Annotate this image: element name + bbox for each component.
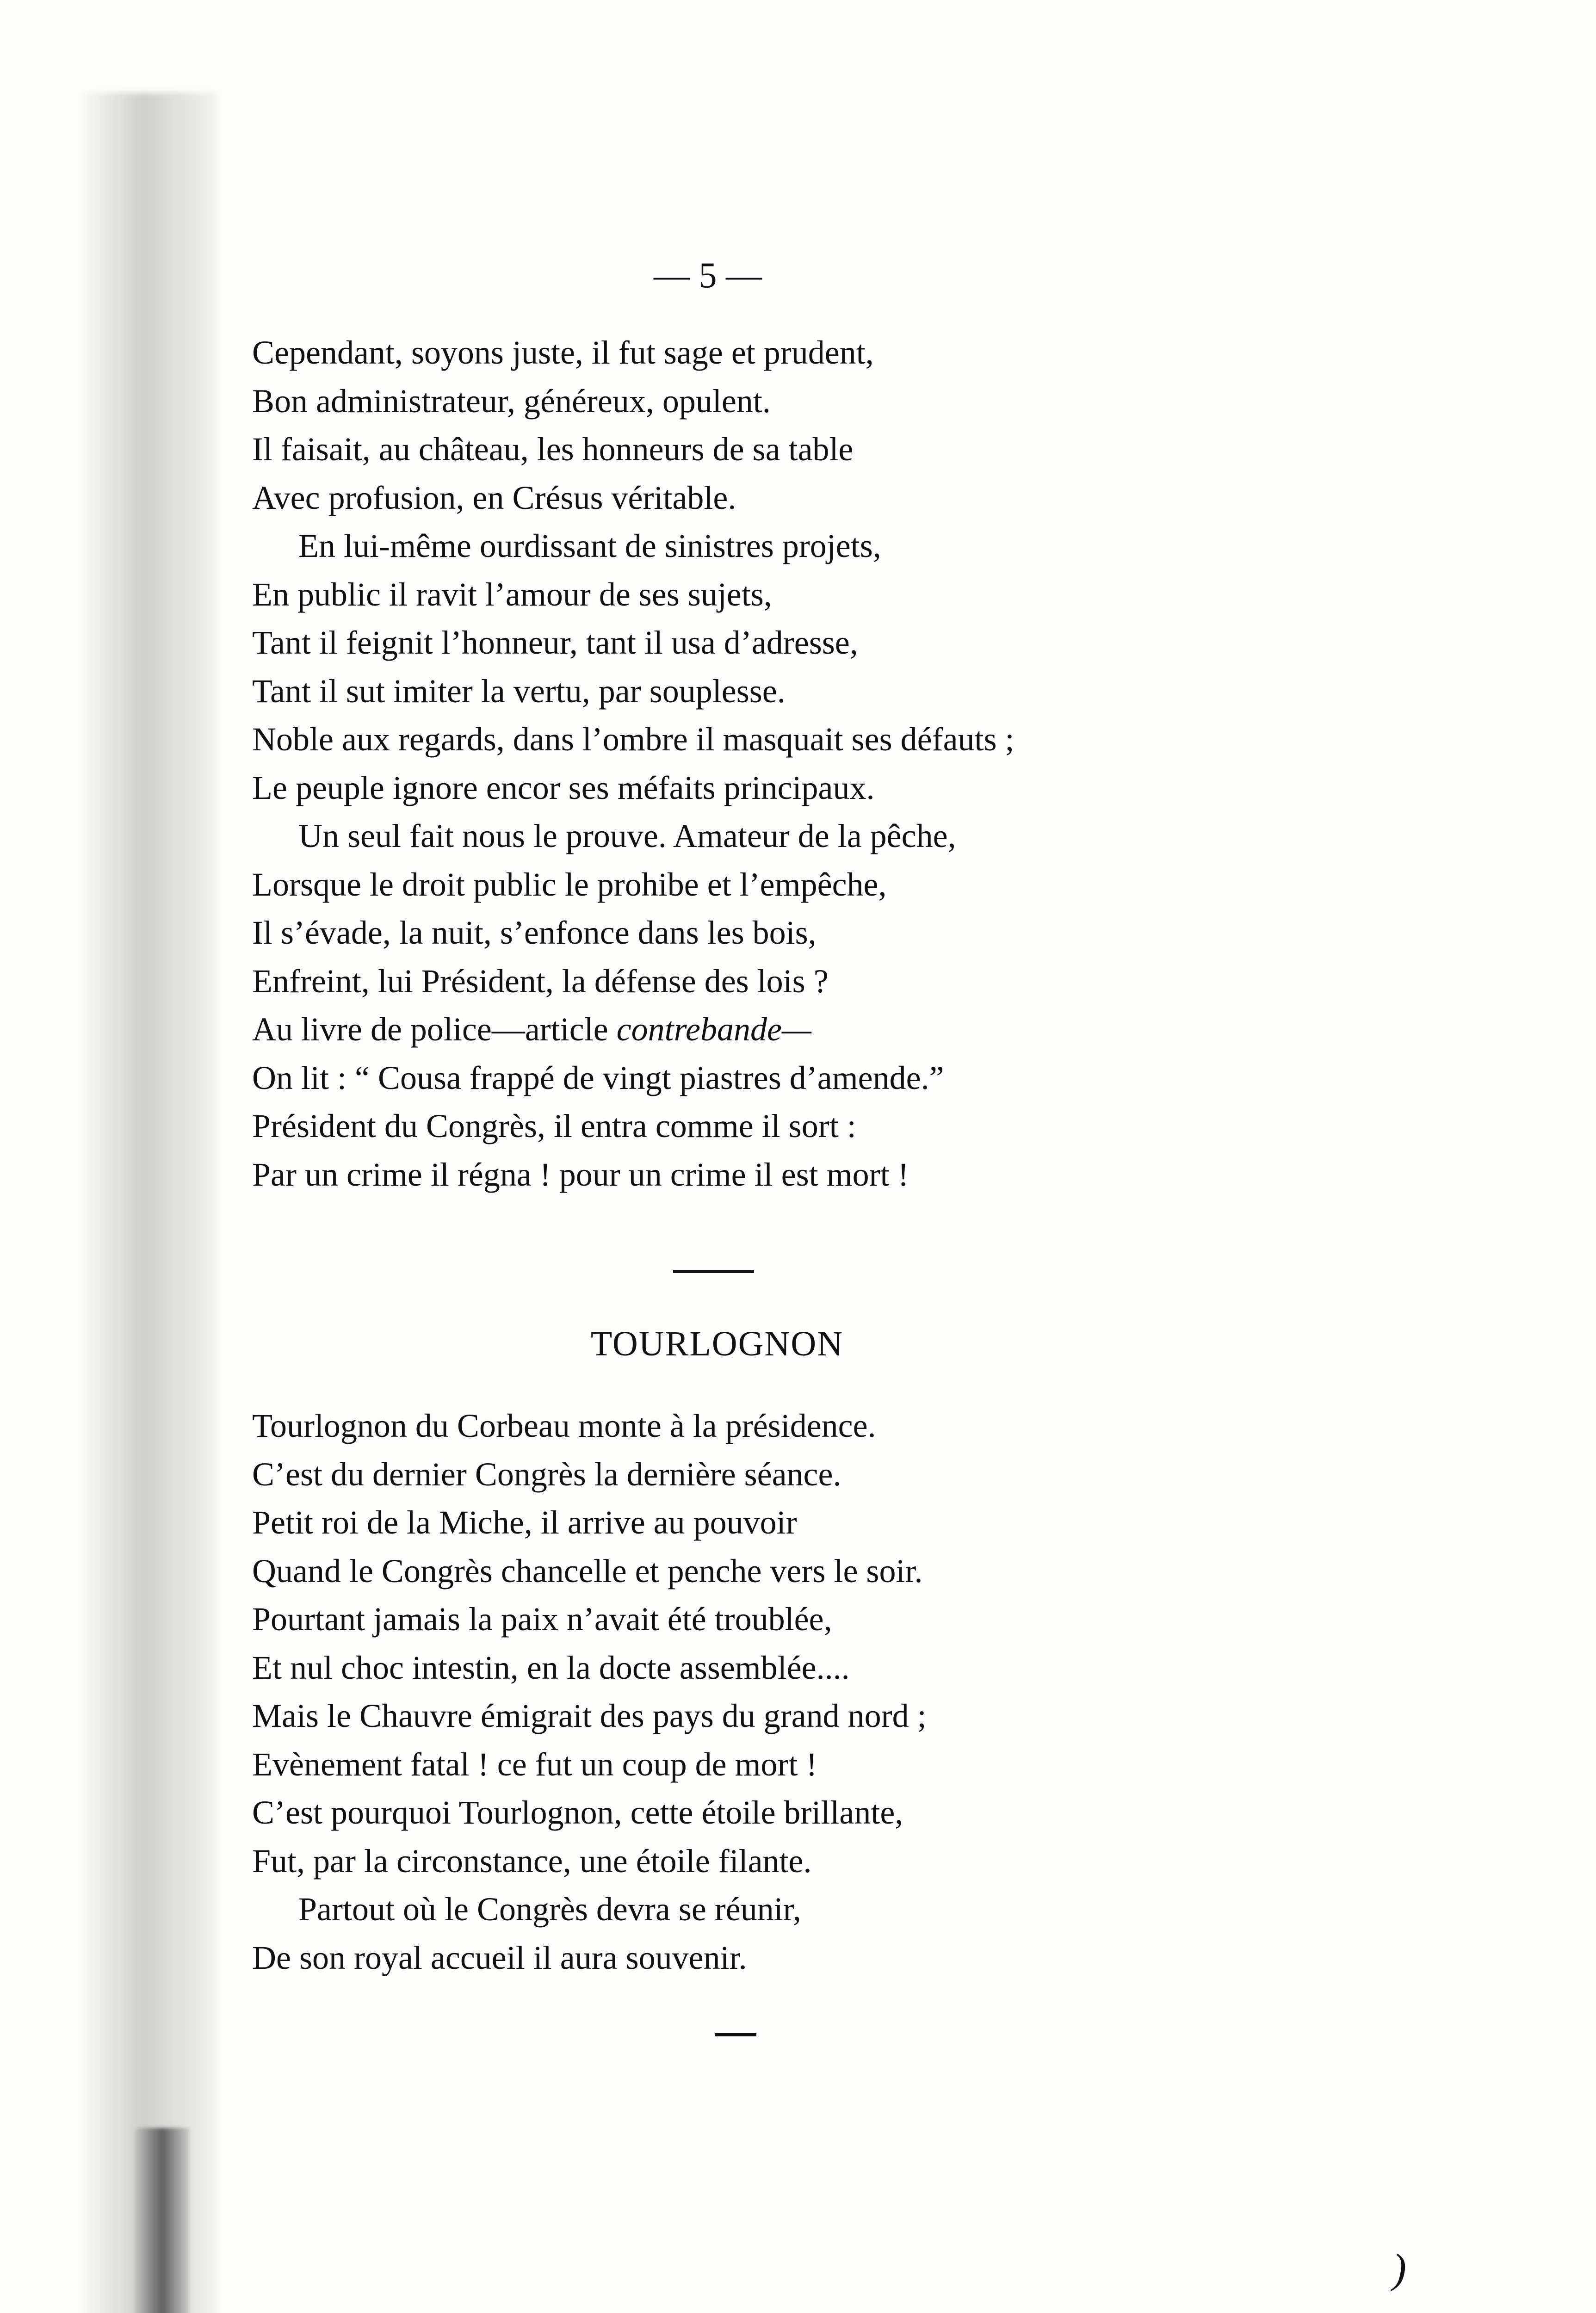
verse-segment: Au livre de police—article [252, 1011, 608, 1048]
verse-line: Bon administrateur, généreux, opulent. [252, 382, 771, 420]
verse-line: Un seul fait nous le prouve. Amateur de la pêche, [298, 817, 956, 854]
section-divider [673, 1270, 754, 1273]
verse-line: Quand le Congrès chancelle et penche vers le soir. [252, 1552, 923, 1589]
verse-line: Noble aux regards, dans l’ombre il masquait ses défauts ; [252, 721, 1015, 758]
verse-line: Cependant, soyons juste, il fut sage et prudent, [252, 334, 874, 371]
verse-line: Enfreint, lui Président, la défense des lois ? [252, 962, 829, 1000]
verse-line: Il s’évade, la nuit, s’enfonce dans les bois, [252, 914, 817, 951]
verse-line: Evènement fatal ! ce fut un coup de mort ! [252, 1745, 817, 1783]
verse-line: Petit roi de la Miche, il arrive au pouvoir [252, 1504, 797, 1541]
verse-line: Et nul choc intestin, en la docte assemblée.... [252, 1649, 850, 1686]
verse-line: Il faisait, au château, les honneurs de sa table [252, 431, 854, 468]
end-divider [715, 2033, 756, 2036]
verse-line: Pourtant jamais la paix n’avait été troublée, [252, 1601, 832, 1638]
verse-line: Partout où le Congrès devra se réunir, [298, 1891, 801, 1928]
verse-line: En public il ravit l’amour de ses sujets, [252, 575, 772, 613]
verse-italic-segment: contrebande— [616, 1011, 811, 1048]
verse-line [252, 1005, 1270, 1054]
verse-line: Président du Congrès, il entra comme il sort : [252, 1107, 856, 1144]
binding-shadow [83, 93, 217, 2313]
verse-line: Par un crime il régna ! pour un crime il est mort ! [252, 1156, 909, 1193]
verse-line: On lit : “ Cousa frappé de vingt piastres d’amende.” [252, 1059, 944, 1096]
verse-line: C’est du dernier Congrès la dernière séance. [252, 1455, 841, 1493]
poem-stanza-2 [252, 1402, 1270, 1982]
verse-line: Tourlognon du Corbeau monte à la présidence. [252, 1407, 876, 1444]
verse-line: Tant il sut imiter la vertu, par souplesse. [252, 672, 786, 710]
verse-line: Mais le Chauvre émigrait des pays du grand nord ; [252, 1697, 927, 1734]
verse-line: Le peuple ignore encor ses méfaits principaux. [252, 769, 875, 806]
verse-line: C’est pourquoi Tourlognon, cette étoile brillante, [252, 1794, 903, 1831]
stray-mark: ) [1392, 2246, 1406, 2292]
verse-line: Avec profusion, en Crésus véritable. [252, 479, 736, 516]
binding-shadow-dark [134, 2128, 190, 2313]
poem-stanza-1 [252, 328, 1270, 1199]
verse-line: Tant il feignit l’honneur, tant il usa d’adresse, [252, 624, 858, 661]
verse-line: Lorsque le droit public le prohibe et l’empêche, [252, 866, 887, 903]
verse-line: De son royal accueil il aura souvenir. [252, 1939, 747, 1976]
verse-line: En lui-même ourdissant de sinistres projets, [298, 527, 881, 564]
section-title: TOURLOGNON [590, 1324, 844, 1363]
page-number: — 5 — [654, 255, 762, 295]
verse-line: Fut, par la circonstance, une étoile filante. [252, 1842, 812, 1880]
